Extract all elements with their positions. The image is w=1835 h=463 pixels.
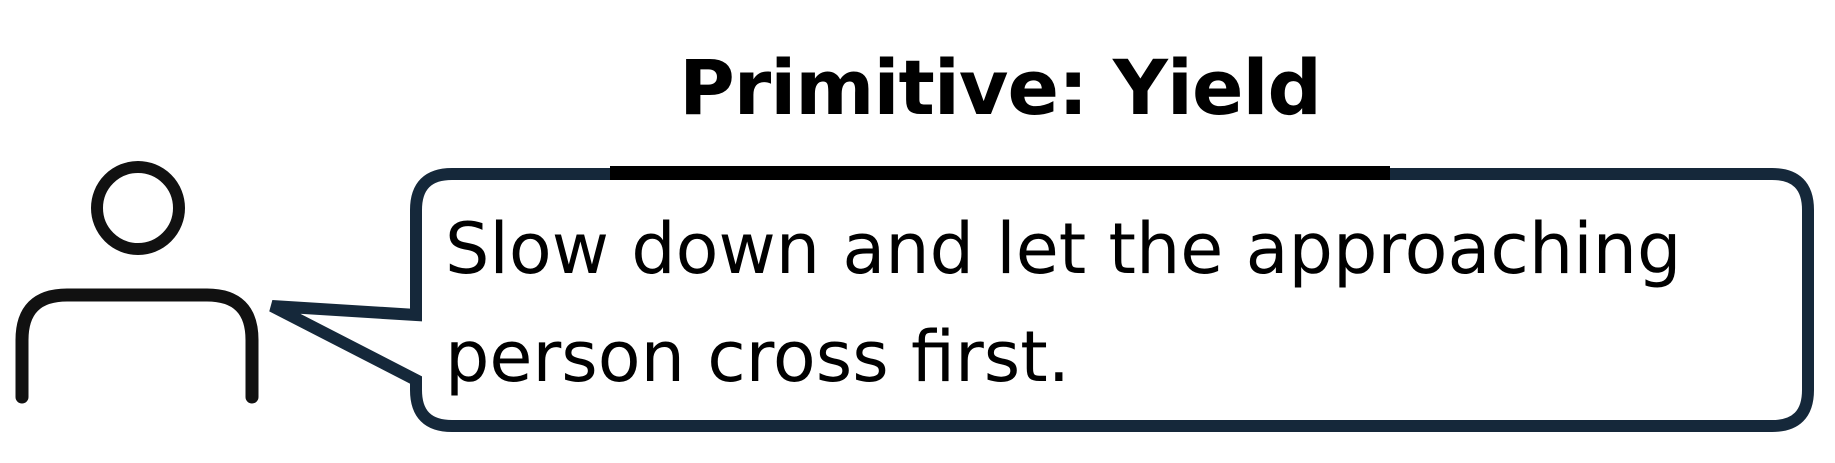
person-body <box>22 295 252 397</box>
speech-bubble-line-1: Slow down and let the approaching <box>445 208 1682 290</box>
page-title: Primitive: Yield <box>679 43 1321 132</box>
person-icon <box>22 167 252 397</box>
speech-bubble-text <box>445 195 1805 405</box>
title-block <box>610 38 1390 148</box>
person-head <box>97 167 179 249</box>
title-underline <box>610 166 1390 180</box>
speech-bubble-line-2: person cross first. <box>445 316 1070 398</box>
